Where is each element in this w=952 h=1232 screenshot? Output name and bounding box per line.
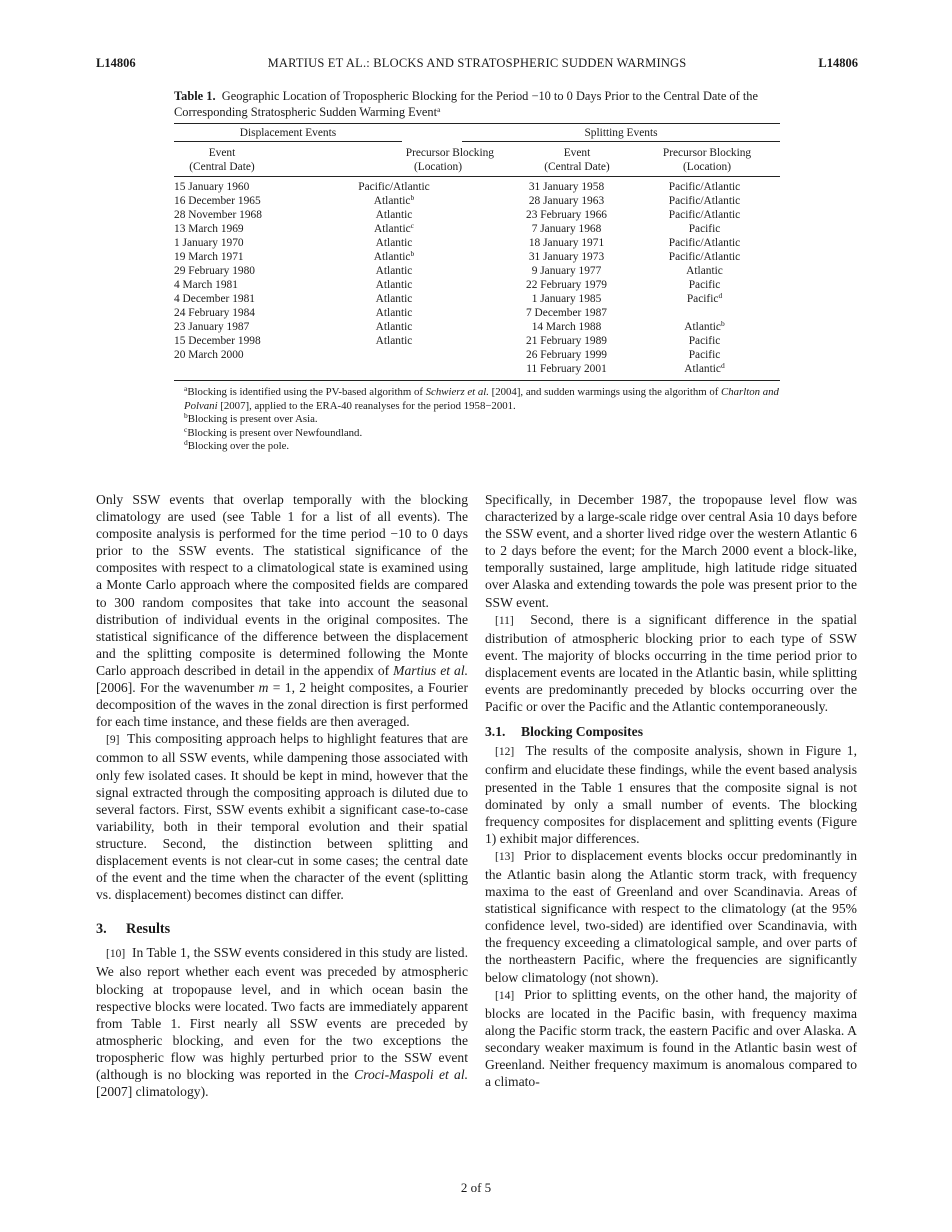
footnote-marker: c (410, 221, 415, 230)
table-body (174, 180, 780, 376)
splitting-blocking-cell: Pacific (688, 279, 721, 291)
displacement-date-cell: 19 March 1971 (174, 251, 244, 263)
table-footnotes (174, 386, 780, 454)
displacement-blocking-cell (304, 348, 484, 362)
displacement-date-cell: 1 January 1970 (174, 237, 244, 249)
running-title: MARTIUS ET AL.: BLOCKS AND STRATOSPHERIC SUDDEN WARMINGS (267, 56, 687, 70)
splitting-blocking-cell: Pacific (688, 335, 721, 347)
footnote-marker: d (720, 361, 725, 370)
splitting-blocking-cell: Pacific/Atlantic (668, 237, 741, 249)
splitting-blocking-cell: Pacific (688, 349, 721, 361)
splitting-date-cell: 7 December 1987 (526, 307, 607, 319)
table-row (174, 222, 780, 236)
table-column-headers (174, 146, 780, 174)
displacement-date-cell: 28 November 1968 (174, 209, 262, 221)
col-header-blocking-splitting: Precursor Blocking (Location) (662, 147, 752, 173)
col-header-event-splitting: Event (Central Date) (544, 147, 610, 173)
displacement-blocking-cell: Atlantic (375, 265, 413, 277)
col-header-event-displacement: Event (Central Date) (189, 147, 255, 173)
table-bottom-rule (174, 380, 780, 381)
footnote-b: $^b$Blocking is present over Asia. (184, 411, 318, 426)
displacement-blocking-cell (304, 362, 484, 376)
paragraph-9: [9] This compositing approach helps to highlight features that are common to all SSW events, while dampening those associated with only few isolated cases. It should be kept in mind, however that the signal extracted through the compositing approach is diluted due to several factors. First, SSW events exhibit a significant case-to-case variability, both in their temporal evolution and their spatial structure. Second, the distinction between splitting and displacement events is not clear-cut in some cases; the central date of the event and the time when the character of the event (splitting vs. displacement) becomes distinct can differ. (96, 731, 468, 903)
displacement-date-cell: 4 March 1981 (174, 279, 238, 291)
table-row (174, 250, 780, 264)
displacement-blocking-cell: Atlantic (375, 209, 413, 221)
paragraph-12: [12] The results of the composite analysis, shown in Figure 1, confirm and elucidate these findings, while the event based analysis presented in the Table 1 ensures that the composite signal is not dominated by only a small number of events. The blocking frequency composites for displacement and splitting events (Figure 1) exhibit major differences. (485, 743, 857, 846)
subsection-heading-blocking-composites: 3.1. Blocking Composites (485, 724, 643, 740)
table-1 (174, 88, 780, 454)
splitting-date-cell: 22 February 1979 (526, 279, 607, 291)
group-splitting: Splitting Events (462, 127, 780, 142)
table-row (174, 194, 780, 208)
displacement-blocking-cell: Atlantic (375, 307, 413, 319)
paragraph-results-cont: Specifically, in December 1987, the tropopause level flow was characterized by a large-scale ridge over central Asia 10 days before the SSW event, and a shorter lived ridge over the western Atlantic 6 to 2 days before the event; for the March 2000 event a block-like, temporally sustained, large amplitude, high latitude ridge situated over Alaska and extending towards the pole was present prior to the SSW event. (485, 492, 857, 610)
table-row (174, 362, 780, 376)
footnote-marker: a (437, 105, 441, 114)
table-row (174, 264, 780, 278)
article-code-left: L14806 (96, 56, 136, 70)
footnote-c: $^c$Blocking is present over Newfoundland. (184, 424, 363, 439)
paragraph-14: [14] Prior to splitting events, on the other hand, the majority of blocks are located in the Pacific basin, with frequency maxima along the Pacific storm track, the eastern Pacific and over Alaska. A secondary weaker maximum is found in the Atlantic basin west of Greenland. Neither frequency maximum is anomalous compared to a climato- (485, 986, 857, 1090)
displacement-blocking-cell: Atlantic (375, 293, 413, 305)
group-displacement: Displacement Events (174, 127, 402, 142)
table-row (174, 180, 780, 194)
splitting-blocking-cell: Pacific$^d$ (686, 291, 723, 305)
article-code-right: L14806 (818, 56, 858, 70)
table-label: Table 1. (174, 89, 216, 103)
splitting-date-cell: 23 February 1966 (526, 209, 607, 221)
displacement-blocking-cell: Atlantic$^b$ (373, 193, 415, 207)
left-text-column (96, 491, 468, 1100)
splitting-date-cell: 7 January 1968 (531, 223, 602, 235)
right-text-column (485, 491, 857, 1090)
splitting-date-cell: 31 January 1973 (528, 251, 605, 263)
paragraph-10: [10] In Table 1, the SSW events considered in this study are listed. We also report whether each event was preceded by atmospheric blocking at tropopause level, and in which ocean basin the respective blocks were located. Two facts are immediately apparent from Table 1. First nearly all SSW events are preceded by atmospheric blocking, and even for the two exceptions the tropospheric flow was highly perturbed prior to the SSW event (although is no blocking was reported in the Croci-Maspoli et al. [2007] climatology). (96, 945, 468, 1100)
splitting-blocking-cell: Pacific (688, 223, 721, 235)
displacement-blocking-cell: Atlantic (375, 237, 413, 249)
footnote-marker: b (410, 193, 415, 202)
table-row (174, 320, 780, 334)
table-caption (174, 88, 780, 120)
table-row (174, 236, 780, 250)
displacement-date-cell (174, 362, 304, 376)
splitting-date-cell: 11 February 2001 (526, 363, 607, 375)
displacement-date-cell: 23 January 1987 (174, 321, 250, 333)
displacement-blocking-cell: Pacific/Atlantic (358, 181, 430, 193)
displacement-date-cell: 15 December 1998 (174, 335, 261, 347)
paragraph-methods-cont: Only SSW events that overlap temporally with the blocking climatology are used (see Table 1 for a list of all events). The composite analysis is performed for the time period −10 to 0 days prior to the SSW events. The statistical significance of the composites with respect to a climatological state is examined using a Monte Carlo approach where the composited fields are compared to 300 random composites that take into account the seasonal distribution of individual events in the original composites. The statistical significance of the difference between the displacement and the splitting composite is determined following the Monte Carlo approach described in detail in the appendix of Martius et al. [2006]. For the wavenumber m = 1, 2 height composites, a Fourier decomposition of the waves in the zonal direction is first performed for each time instance, and these fields are then averaged. (96, 492, 468, 730)
table-row (174, 278, 780, 292)
splitting-blocking-cell: Pacific/Atlantic (668, 181, 741, 193)
splitting-date-cell: 18 January 1971 (528, 237, 605, 249)
table-row (174, 292, 780, 306)
section-heading-results: 3. Results (96, 921, 171, 938)
splitting-date-cell: 14 March 1988 (531, 321, 602, 333)
table-row (174, 334, 780, 348)
table-top-rule (174, 123, 780, 124)
splitting-blocking-cell: Atlantic (686, 265, 723, 277)
table-header-rule (174, 176, 780, 177)
splitting-blocking-cell: Pacific/Atlantic (668, 195, 741, 207)
displacement-blocking-cell: Atlantic (375, 321, 413, 333)
col-header-blocking-displacement: Precursor Blocking (Location) (405, 147, 494, 173)
splitting-date-cell: 31 January 1958 (528, 181, 605, 193)
displacement-date-cell: 24 February 1984 (174, 307, 255, 319)
footnote-marker: b (720, 319, 725, 328)
splitting-blocking-cell: Atlantic$^d$ (684, 361, 725, 375)
splitting-date-cell: 26 February 1999 (526, 349, 607, 361)
table-group-headers (174, 127, 780, 142)
table-row (174, 348, 780, 362)
splitting-blocking-cell: Atlantic$^b$ (684, 319, 725, 333)
splitting-date-cell: 9 January 1977 (531, 265, 602, 277)
displacement-blocking-cell: Atlantic$^c$ (373, 221, 415, 235)
paragraph-11: [11] Second, there is a significant difference in the spatial distribution of atmospheric blocking prior to each type of SSW event. The majority of blocks occurring in the time period prior to displacement events are located in the Atlantic basin, while splitting events are predominantly preceded by blocks occurring over the Pacific or over the Pacific and the Atlantic contemporaneously. (485, 611, 858, 715)
page-number: 2 of 5 (460, 1180, 492, 1195)
table-caption-text: Geographic Location of Tropospheric Blocking for the Period −10 to 0 Days Prior to the Central Date of the Corresponding Stratospheric Sudden Warming Event (174, 89, 758, 119)
table-row (174, 306, 780, 320)
displacement-date-cell: 15 January 1960 (174, 181, 250, 193)
splitting-date-cell: 1 January 1985 (531, 293, 602, 305)
displacement-date-cell: 13 March 1969 (174, 223, 244, 235)
splitting-blocking-cell (629, 306, 780, 320)
displacement-date-cell: 16 December 1965 (174, 195, 261, 207)
splitting-blocking-cell: Pacific/Atlantic (668, 251, 741, 263)
running-header (96, 56, 858, 71)
displacement-blocking-cell: Atlantic (375, 335, 413, 347)
splitting-blocking-cell: Pacific/Atlantic (668, 209, 741, 221)
footnote-d: $^d$Blocking over the pole. (184, 438, 290, 453)
displacement-date-cell: 20 March 2000 (174, 349, 244, 361)
displacement-date-cell: 4 December 1981 (174, 293, 255, 305)
footnote-a: $^a$Blocking is identified using the PV-based algorithm of Schwierz et al. [2004], and sudden warmings using the algorithm of Charlton and Polvani [2007], applied to the ERA-40 reanalyses for the period 1958−2001. (184, 384, 779, 412)
footnote-marker: d (718, 291, 723, 300)
paragraph-13: [13] Prior to displacement events blocks occur predominantly in the Atlantic basin along the Atlantic storm track, with frequency maxima to the east of Greenland and over Scandinavia. Areas of statistical significance with respect to the climatology (at the 95% confidence level, two-sided) are identified over Scandinavia, with the frequency exceeding a climatological sample, and over parts of the northeastern Pacific, where the frequencies are significantly below climatology (not shown). (485, 847, 858, 985)
displacement-blocking-cell: Atlantic (375, 279, 413, 291)
footnote-marker: b (410, 249, 415, 258)
displacement-blocking-cell: Atlantic$^b$ (373, 249, 415, 263)
splitting-date-cell: 28 January 1963 (528, 195, 605, 207)
table-row (174, 208, 780, 222)
splitting-date-cell: 21 February 1989 (526, 335, 607, 347)
displacement-date-cell: 29 February 1980 (174, 265, 255, 277)
